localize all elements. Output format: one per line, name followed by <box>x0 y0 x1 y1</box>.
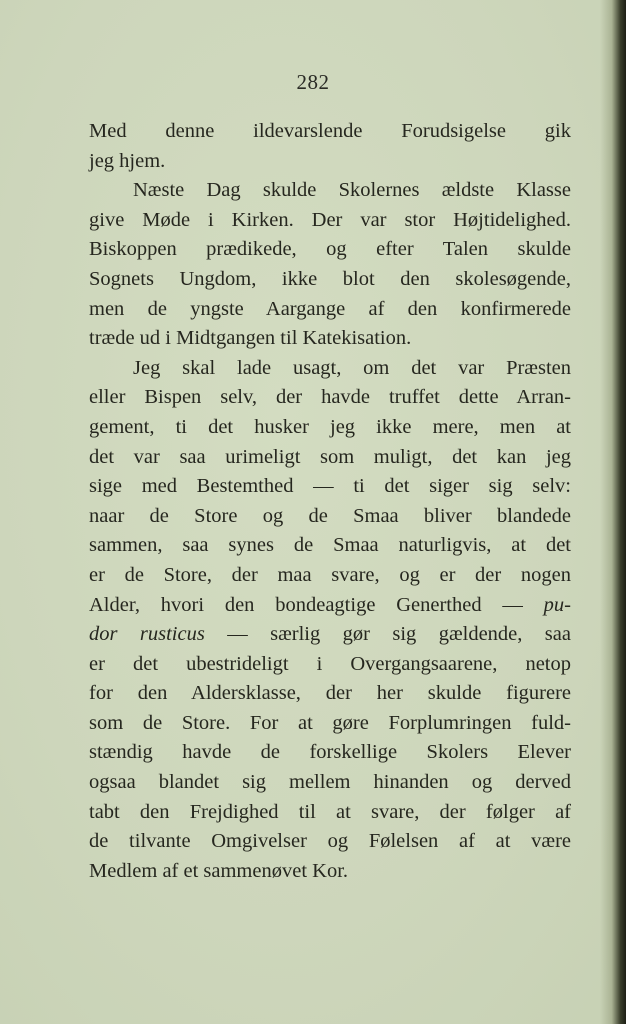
text-line: de tilvante Omgivelser og Følelsen af at være <box>89 830 571 853</box>
text-line: sammen, saa synes de Smaa naturligvis, at det <box>89 534 571 557</box>
text-line: Næste Dag skulde Skolernes ældste Klasse <box>133 179 571 202</box>
text-line: ogsaa blandet sig mellem hinanden og derved <box>89 771 571 794</box>
page-edge-shadow <box>600 0 626 1024</box>
text-line: sige med Bestemthed — ti det siger sig selv: <box>89 475 571 498</box>
text-line: Jeg skal lade usagt, om det var Præsten <box>133 356 571 379</box>
page-number: 282 <box>296 70 330 94</box>
text-line: give Møde i Kirken. Der var stor Højtidelighed. <box>89 208 571 231</box>
body-text <box>89 117 571 886</box>
text-line: jeg hjem. <box>89 149 166 172</box>
text-line: som de Store. For at gøre Forplumringen fuld- <box>89 711 571 734</box>
text-line: er det ubestrideligt i Overgangsaarene, netop <box>89 652 571 675</box>
text-line: Med denne ildevarslende Forudsigelse gik <box>89 120 571 142</box>
text-line: tabt den Frejdighed til at svare, der følger af <box>89 800 571 823</box>
text-line: det var saa urimeligt som muligt, det kan jeg <box>89 445 571 468</box>
text-line: eller Bispen selv, der havde truffet dette Arran- <box>89 386 571 409</box>
text-line: Sognets Ungdom, ikke blot den skolesøgende, <box>89 267 571 290</box>
latin-phrase: dor rusticus <box>89 623 205 646</box>
text-line: Alder, hvori den bondeagtige Generthed — pu- <box>89 593 571 616</box>
text-line: for den Aldersklasse, der her skulde figurere <box>89 682 571 705</box>
text-line: Medlem af et sammenøvet Kor. <box>89 859 349 882</box>
latin-phrase: pu- <box>543 593 571 616</box>
text-line: men de yngste Aargange af den konfirmerede <box>89 297 571 320</box>
text-line: gement, ti det husker jeg ikke mere, men at <box>89 415 571 438</box>
text-line: dor rusticus — særlig gør sig gældende, saa <box>89 623 571 646</box>
text-line: Biskoppen prædikede, og efter Talen skulde <box>89 238 571 261</box>
text-line: træde ud i Midtgangen til Katekisation. <box>89 327 412 350</box>
text-line: er de Store, der maa svare, og er der nogen <box>89 563 571 586</box>
text-line: naar de Store og de Smaa bliver blandede <box>89 504 571 527</box>
text-line: stændig havde de forskellige Skolers Elever <box>89 741 571 764</box>
